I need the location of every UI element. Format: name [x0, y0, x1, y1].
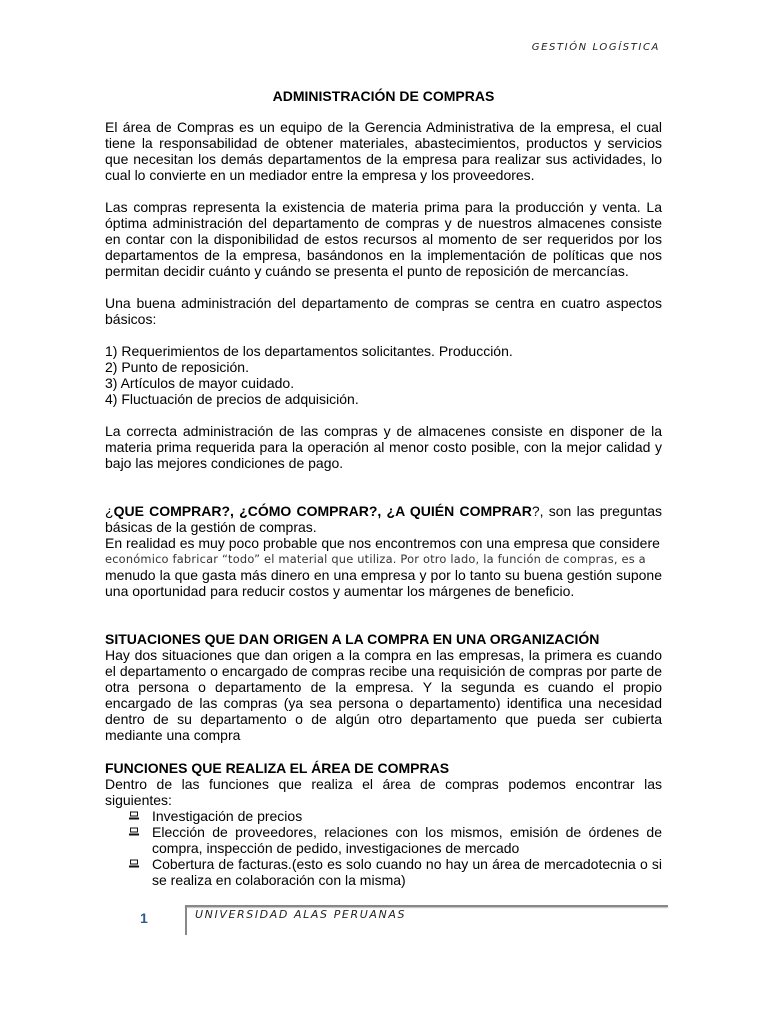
- footer-divider: [185, 905, 187, 935]
- header-tag: GESTIÓN LOGÍSTICA: [531, 42, 660, 53]
- computer-bullet-icon: [129, 827, 139, 836]
- functions-list: [105, 808, 662, 888]
- reality-line-2: económico fabricar “todo” el material que utiliza. Por otro lado, la función de compras, es a: [105, 552, 646, 566]
- questions-rest: ?, son las preguntas básicas de la gestión de compras.: [105, 503, 662, 535]
- document-body: [105, 88, 662, 888]
- list-item: 3) Artículos de mayor cuidado.: [105, 375, 295, 391]
- question-prefix: ¿: [105, 503, 114, 519]
- list-item: 1) Requerimientos de los departamentos solicitantes. Producción.: [105, 343, 513, 359]
- list-item: 4) Fluctuación de precios de adquisición.: [105, 391, 359, 407]
- function-text: Investigación de precios: [152, 808, 303, 824]
- reality-rest: menudo la que gasta más dinero en una empresa y por lo tanto su buena gestión supone una oportunidad para reducir costos y aumentar los márgenes de beneficio.: [105, 567, 662, 599]
- computer-bullet-icon: [129, 859, 139, 868]
- paragraph-functions-intro: Dentro de las funciones que realiza el área de compras podemos encontrar las siguientes:: [105, 776, 662, 808]
- section-title-situations: SITUACIONES QUE DAN ORIGEN A LA COMPRA EN UNA ORGANIZACIÓN: [105, 631, 600, 647]
- paragraph-stock: Las compras representa la existencia de materia prima para la producción y venta. La óptima administración del departamento de compras y de nuestros almacenes consiste en contar con la disponibilidad de estos recursos al momento de ser requeridos por los departamentos de la empresa, basándonos en la implementación de políticas que nos permitan decidir cuánto y cuándo se presenta el punto de reposición de mercancías.: [105, 199, 662, 279]
- paragraph-situations: Hay dos situaciones que dan origen a la compra en las empresas, la primera es cuando el departamento o encargado de compras recibe una requisición de compras por parte de otra persona o departamento de la empresa. Y la segunda es cuando el propio encargado de las compras (ya sea persona o departamento) identifica una necesidad dentro de su departamento o de algún otro departamento que pueda ser cubierta mediante una compra: [105, 647, 662, 743]
- paragraph-correct-admin: La correcta administración de las compras y de almacenes consiste en disponer de la materia prima requerida para la operación al menor costo posible, con la mejor calidad y bajo las mejores condiciones de pago.: [105, 423, 662, 471]
- page-title: ADMINISTRACIÓN DE COMPRAS: [272, 88, 495, 104]
- questions-bold: QUE COMPRAR?, ¿CÓMO COMPRAR?, ¿A QUIÉN COMPRAR: [113, 503, 532, 519]
- function-text: Elección de proveedores, relaciones con los mismos, emisión de órdenes de compra, inspección de pedido, investigaciones de mercado: [152, 824, 662, 856]
- footer-rule: [185, 905, 668, 907]
- paragraph-reality: [105, 535, 662, 599]
- list-item: [105, 808, 662, 824]
- computer-bullet-icon: [129, 811, 139, 820]
- list-item: [105, 824, 662, 856]
- list-item: [105, 856, 662, 888]
- list-item: 2) Punto de reposición.: [105, 359, 249, 375]
- aspects-list: [105, 343, 662, 407]
- footer-university: UNIVERSIDAD ALAS PERUANAS: [195, 908, 407, 921]
- function-text: Cobertura de facturas.(esto es solo cuando no hay un área de mercadotecnia o si se realiza en colaboración con la misma): [152, 856, 662, 888]
- reality-line-1: En realidad es muy poco probable que nos encontremos con una empresa que considere: [105, 535, 660, 551]
- paragraph-questions: [105, 503, 662, 535]
- page-number: 1: [140, 910, 148, 926]
- paragraph-intro: El área de Compras es un equipo de la Gerencia Administrativa de la empresa, el cual tiene la responsabilidad de obtener materiales, abastecimientos, productos y servicios que necesitan los demás departamentos de la empresa para realizar sus actividades, lo cual lo convierte en un mediador entre la empresa y los proveedores.: [105, 119, 662, 183]
- page-footer: [135, 900, 668, 940]
- paragraph-aspects-intro: Una buena administración del departamento de compras se centra en cuatro aspectos básicos:: [105, 295, 662, 327]
- section-title-functions: FUNCIONES QUE REALIZA EL ÁREA DE COMPRAS: [105, 760, 450, 776]
